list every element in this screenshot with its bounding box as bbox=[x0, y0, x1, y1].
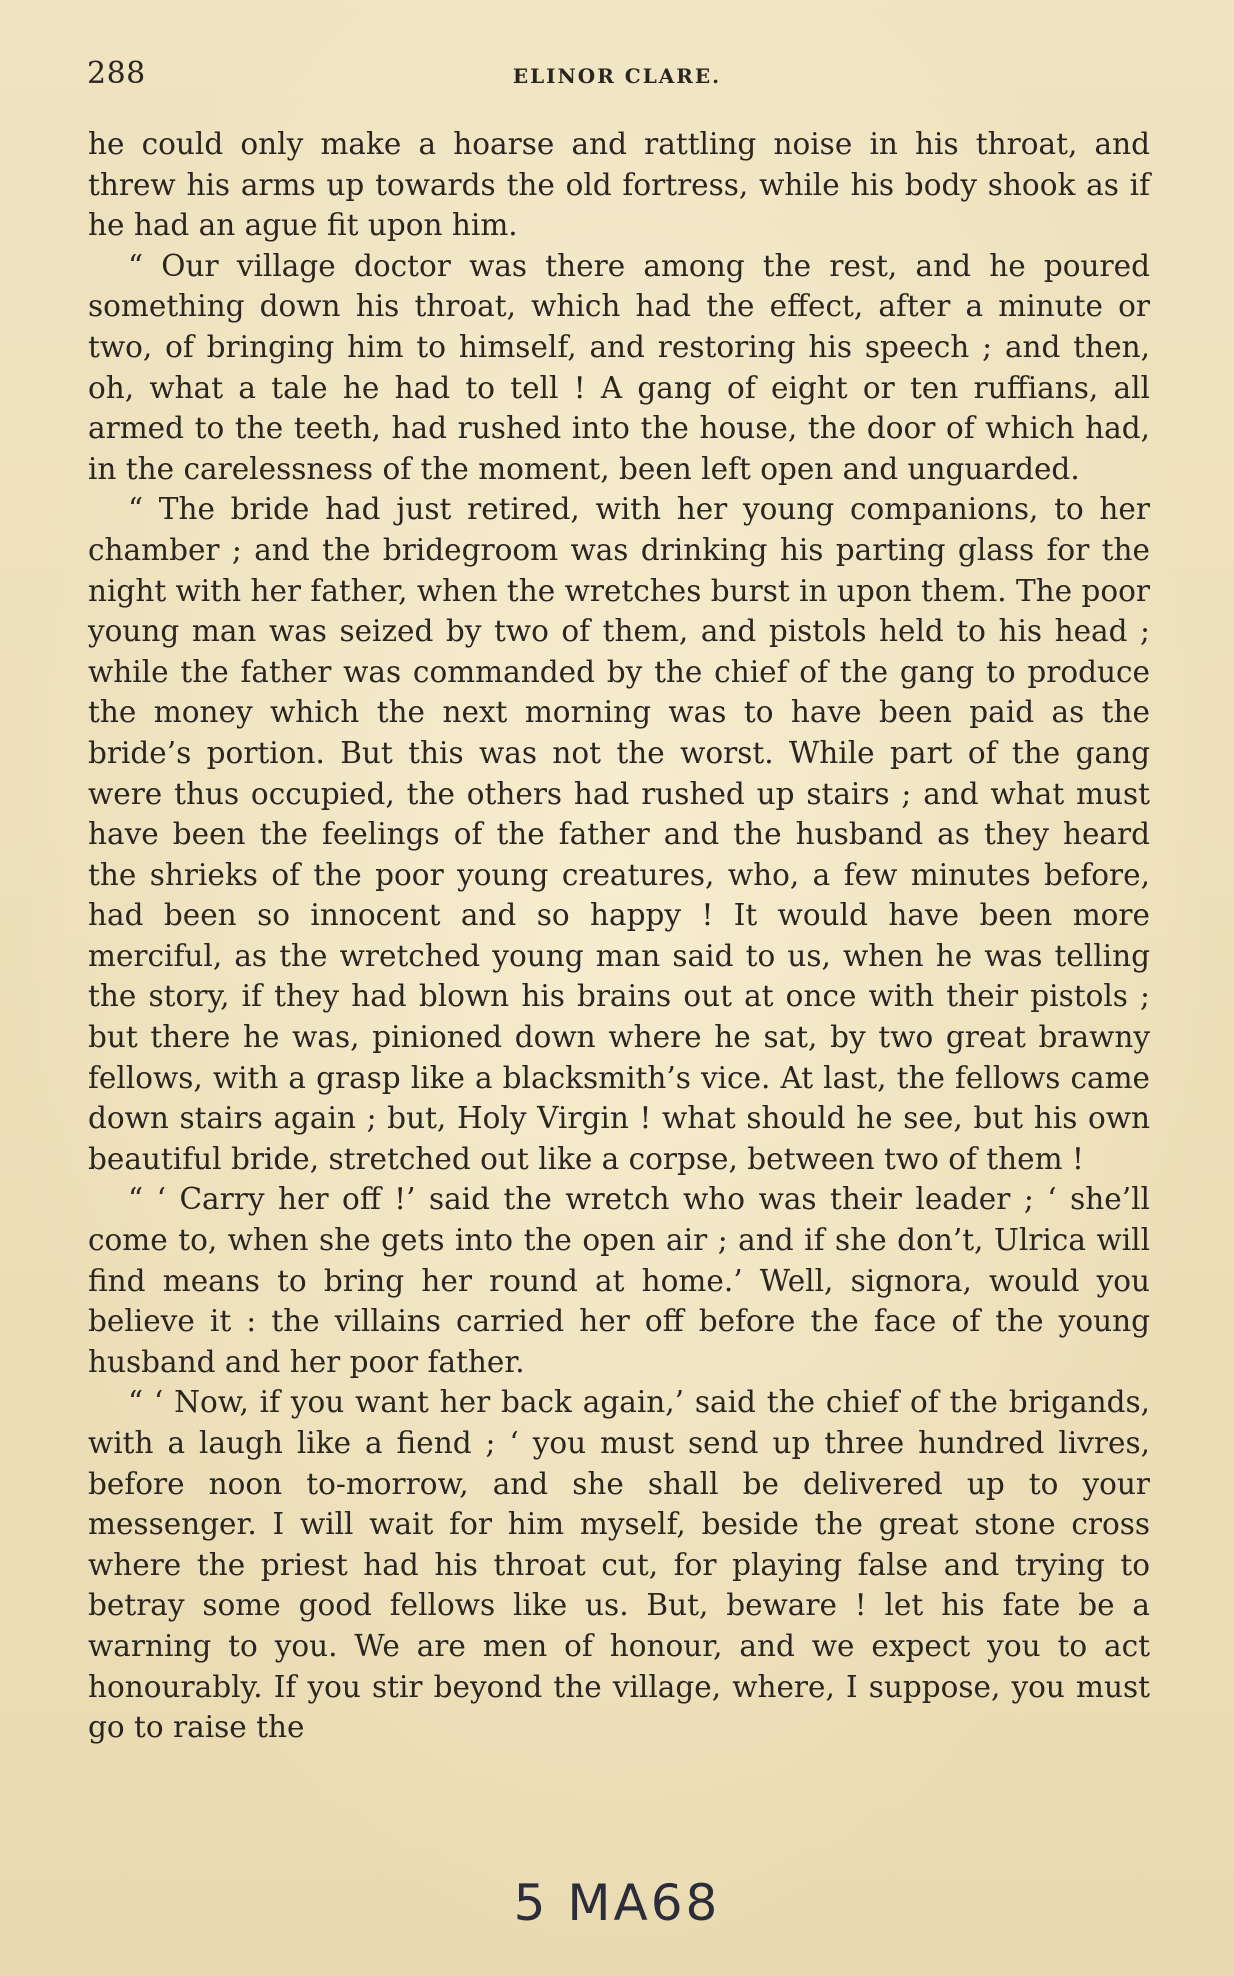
paragraph: he could only make a hoarse and rattling noise in his throat, and threw his arms up towards the old fortress, while his body shook as if he had an ague fit upon him. bbox=[88, 127, 1150, 243]
running-title: ELINOR CLARE. bbox=[512, 64, 722, 88]
page-number: 288 bbox=[87, 56, 146, 91]
paragraph: “ ‘ Now, if you want her back again,’ said the chief of the brigands, with a laugh like a fiend ; ‘ you must send up three hundred livres, before noon to-morrow, and she shall be delivered up to your messenger. I will wait for him myself, beside the great stone cross where the priest had his throat cut, for playing false and trying to betray some good fellows like us. But, beware ! let his fate be a warning to you. We are men of honour, and we expect you to act honourably. If you stir beyond the village, where, I suppose, you must go to raise the bbox=[88, 1385, 1150, 1745]
running-head bbox=[87, 56, 1147, 96]
paragraph: “ Our village doctor was there among the rest, and he poured something down his throat, which had the effect, after a minute or two, of bringing him to himself, and restoring his speech ; and then, oh, what a tale he had to tell ! A gang of eight or ten ruffians, all armed to the teeth, had rushed into the house, the door of which had, in the carelessness of the moment, been left open and unguarded. bbox=[88, 248, 1150, 486]
library-stamp: 5 MA68 bbox=[513, 1874, 721, 1932]
paragraph: “ ‘ Carry her off !’ said the wretch who was their leader ; ‘ she’ll come to, when she gets into the open air ; and if she don’t, Ulrica will find means to bring her round at home.’ Well, signora, would you believe it : the villains carried her off before the face of the young husband and her poor father. bbox=[88, 1182, 1150, 1379]
body-text bbox=[88, 124, 1150, 1748]
paragraph: “ The bride had just retired, with her young companions, to her chamber ; and the bridegroom was drinking his parting glass for the night with her father, when the wretches burst in upon them. The poor young man was seized by two of them, and pistols held to his head ; while the father was commanded by the chief of the gang to produce the money which the next morning was to have been paid as the bride’s portion. But this was not the worst. While part of the gang were thus occupied, the others had rushed up stairs ; and what must have been the feelings of the father and the husband as they heard the shrieks of the poor young creatures, who, a few minutes before, had been so innocent and so happy ! It would have been more merciful, as the wretched young man said to us, when he was telling the story, if they had blown his brains out at once with their pistols ; but there he was, pinioned down where he sat, by two great brawny fellows, with a grasp like a blacksmith’s vice. At last, the fellows came down stairs again ; but, Holy Virgin ! what should he see, but his own beautiful bride, stretched out like a corpse, between two of them ! bbox=[88, 492, 1151, 1176]
